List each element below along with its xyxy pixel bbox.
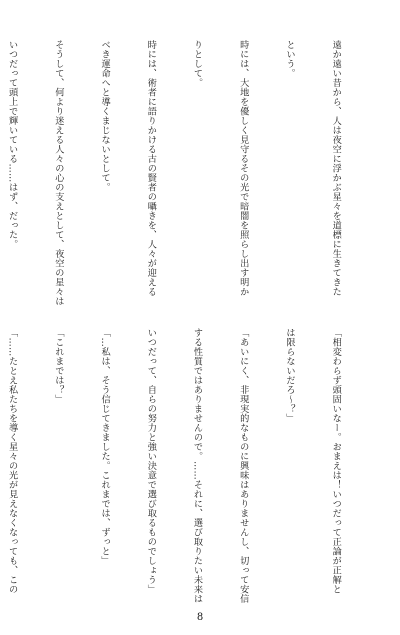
paragraph: りとして。 (191, 40, 203, 88)
dialogue-line: いつだって、自らの努力と強い決意で選び取るものでしょう」 (145, 328, 157, 594)
paragraph: 遠か遠い昔から、人は夜空に浮かぶ星々を道標に生きてきた (330, 40, 342, 297)
dialogue-line: する性質ではありませんので。……それに、選び取りたい未来は (191, 328, 203, 604)
body-text-upper (0, 40, 374, 306)
dialogue-line: 「……たとえ私たちを導く星々の光が見えなくなっても、この (6, 328, 18, 594)
page-number: 8 (196, 612, 204, 623)
dialogue-line: 「相変わらず頭固いなー。おまえは！いつだって正論が正解と (330, 328, 342, 594)
body-text-lower (0, 328, 374, 604)
paragraph: という。 (283, 40, 295, 78)
paragraph: いつだって頭上で輝いている……はず、だった。 (6, 40, 18, 249)
dialogue-line: 「…私は、そう信じてきました。これまでは、ずっと」 (99, 328, 111, 566)
paragraph: べき運命へと導くまじないとして。 (99, 40, 111, 192)
dialogue-line: 「これまでは？」 (52, 328, 64, 404)
paragraph: そうして、何より迷える人々の心の支えとして、夜空の星々は (52, 40, 64, 306)
dialogue-line: 「あいにく、非現実的なものに興味はありませんし、切って安信 (237, 328, 249, 604)
dialogue-line: は限らないだろ〜？」 (283, 328, 295, 423)
paragraph: 時には、大地を優しく見守るその光で暗闇を照らし出す明か (237, 40, 249, 297)
paragraph: 時には、術者に語りかける古の賢者の囁きを、人々が迎える (145, 40, 157, 297)
